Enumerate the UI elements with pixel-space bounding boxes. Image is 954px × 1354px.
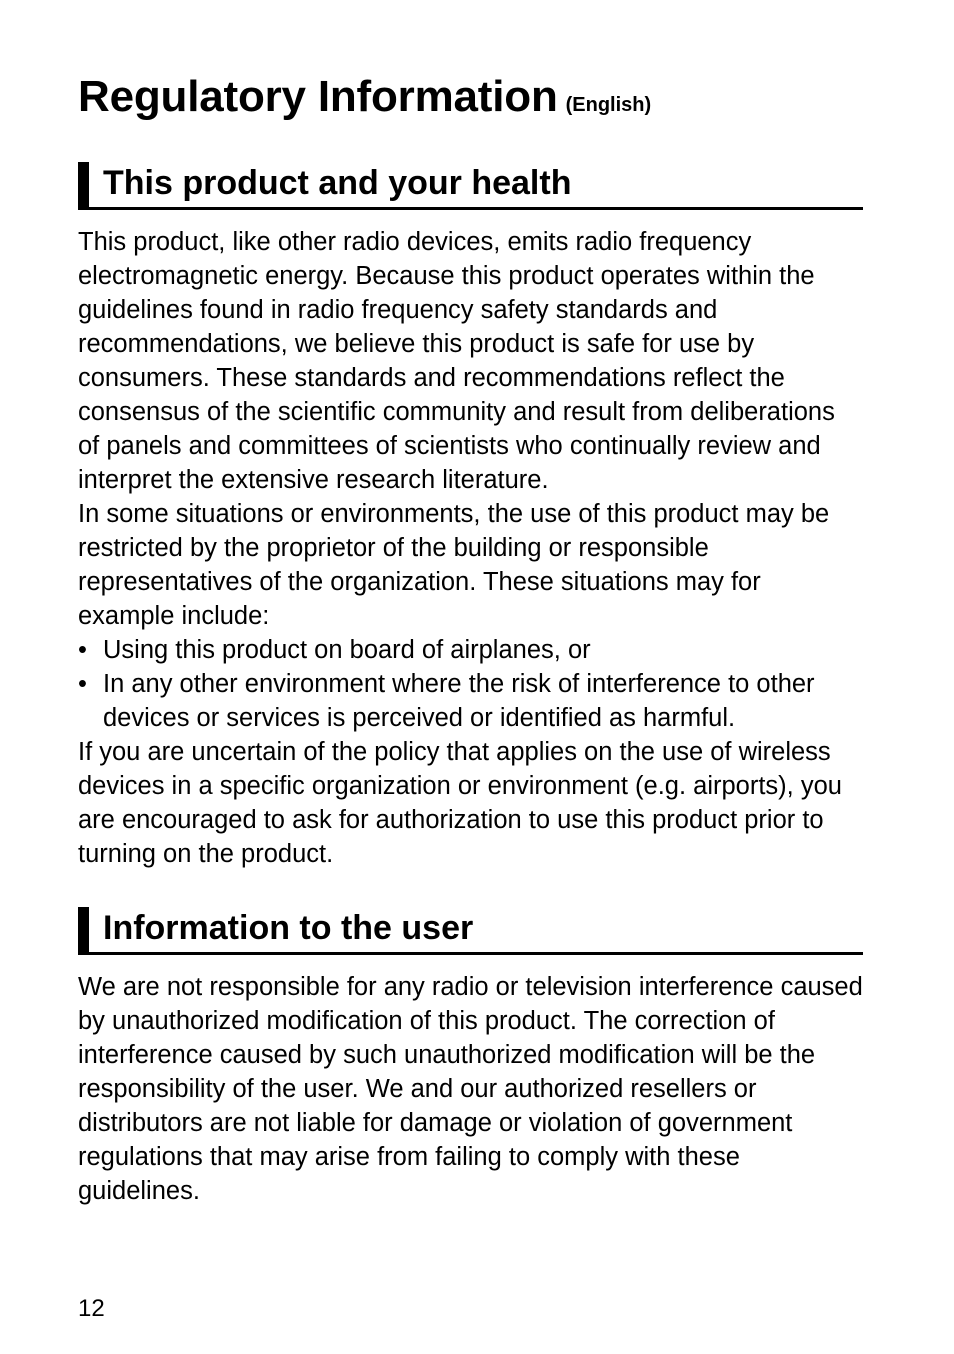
bullet-icon: • bbox=[78, 636, 87, 664]
paragraph: This product, like other radio devices, emits radio frequency electromagnetic energy. Because this product operates within the guidelines found in radio frequency safety standards and recommendations, we believe this product is safe for use by consumers. These standards and recommendations reflect the consensus of the scientific community and result from deliberations of panels and committees of scientists who continually review and interpret the extensive research literature. bbox=[78, 228, 835, 494]
paragraph: We are not responsible for any radio or television interference caused by unauthorized modification of this product. The correction of interference caused by such unauthorized modification will be the responsibility of the user. We and our authorized resellers or distributors are not liable for damage or violation of government regulations that may arise from failing to comply with these guidelines. bbox=[78, 973, 863, 1205]
heading-bar-marker bbox=[78, 162, 89, 207]
list-item-text: Using this product on board of airplanes, or bbox=[103, 636, 591, 664]
section-heading-text: Information to the user bbox=[103, 909, 474, 947]
section-heading-user-info bbox=[78, 906, 863, 955]
title-language: (English) bbox=[565, 94, 652, 116]
paragraph: If you are uncertain of the policy that applies on the use of wireless devices in a specific organization or environment (e.g. airports), you are encouraged to ask for authorization to use this product prior to turning on the product. bbox=[78, 738, 842, 868]
section-body-user-info bbox=[78, 970, 863, 1208]
section-heading-text: This product and your health bbox=[103, 164, 572, 202]
title-text: Regulatory Information bbox=[78, 72, 558, 121]
bullet-list bbox=[78, 633, 863, 735]
page-number: 12 bbox=[78, 1295, 105, 1322]
section-heading-health bbox=[78, 161, 863, 210]
list-item bbox=[78, 667, 863, 735]
heading-bar-marker bbox=[78, 907, 89, 952]
list-item-text: In any other environment where the risk of interference to other devices or services is perceived or identified as harmful. bbox=[103, 670, 815, 732]
paragraph: In some situations or environments, the use of this product may be restricted by the proprietor of the building or responsible representatives of the organization. These situations may for example include: bbox=[78, 500, 830, 630]
bullet-icon: • bbox=[78, 670, 87, 698]
section-body-health bbox=[78, 225, 863, 871]
page-title bbox=[78, 72, 651, 122]
list-item bbox=[78, 633, 863, 667]
